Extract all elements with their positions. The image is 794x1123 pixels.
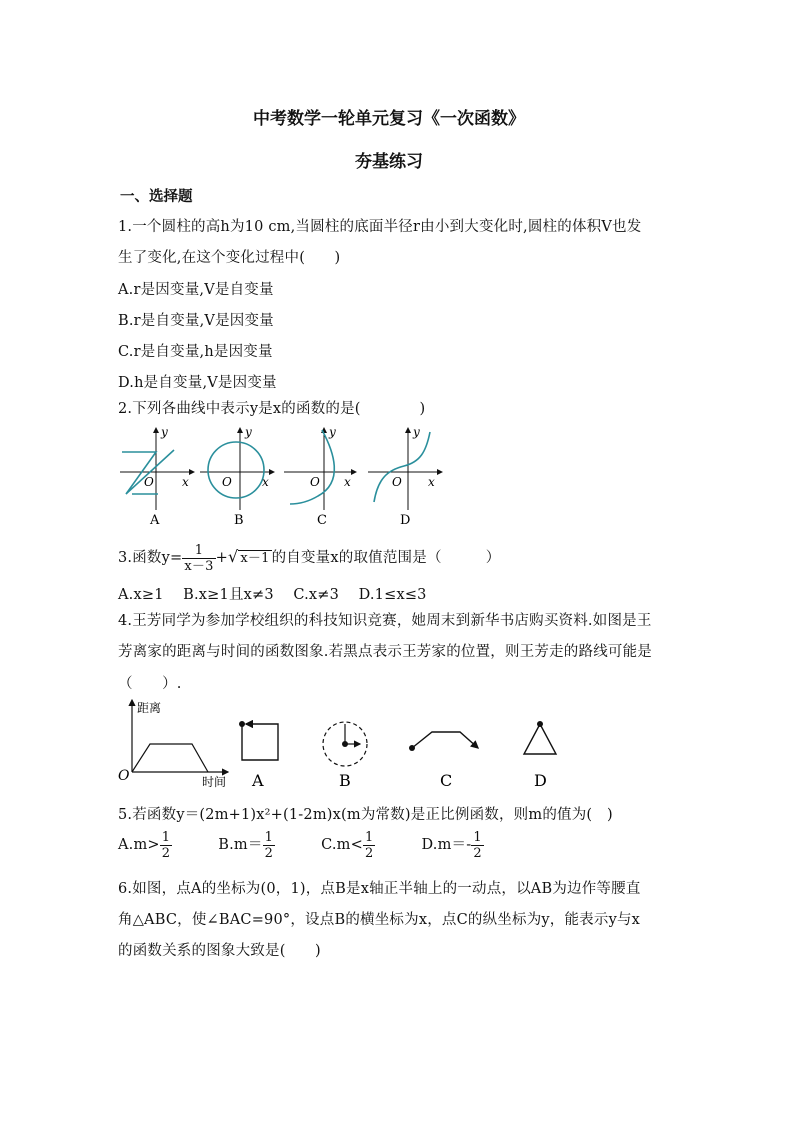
q5-opt-b-frac	[263, 830, 275, 861]
q2-label-b: B	[234, 513, 244, 528]
q5-stem: 5.若函数y＝(2m+1)x²+(1-2m)x(m为常数)是正比例函数，则m的值为( )	[118, 807, 613, 823]
q2-label-d: D	[400, 513, 411, 528]
q3-pre: 3.函数y=	[118, 550, 183, 566]
q1-option-d: D.h是自变量,V是因变量	[118, 375, 277, 391]
q5-opt-a-den: 2	[161, 845, 171, 861]
q2-b-x-label: x	[262, 475, 269, 489]
q2-b-origin: O	[222, 475, 232, 489]
q3-plus: +	[215, 550, 228, 566]
q5-opt-d-num: 1	[473, 829, 482, 845]
q4-graph-y-label: 距离	[137, 701, 162, 715]
q3-frac-num: 1	[182, 543, 215, 559]
q5-opt-b-num: 1	[264, 829, 274, 845]
q5-opt-a-text: A.m>	[118, 837, 160, 853]
q4-route-c	[409, 732, 478, 790]
q5-opt-d-frac	[471, 830, 483, 861]
q3-frac-den: x－3	[184, 558, 214, 574]
q4-graph-x-label: 时间	[202, 775, 227, 789]
page-title: 中考数学一轮单元复习《一次函数》	[253, 109, 525, 129]
q2-graph-a	[120, 425, 194, 528]
q1-option-c: C.r是自变量,h是因变量	[118, 344, 273, 360]
q2-graph-c	[284, 425, 356, 528]
q2-a-y-label: y	[161, 425, 168, 439]
q5-option-a	[118, 829, 172, 861]
q5-opt-b-den: 2	[264, 845, 274, 861]
q6-line2: 角△ABC，使∠BAC=90°，设点B的横坐标为x，点C的纵坐标为y，能表示y与x	[118, 912, 641, 928]
page-subtitle: 夯基练习	[355, 152, 423, 172]
q2-c-y-label: y	[329, 425, 336, 439]
q5-option-b	[218, 829, 275, 861]
q3-post: 的自变量x的取值范围是（ ）	[271, 550, 501, 566]
q4-graph-origin: O	[118, 768, 130, 784]
q4-route-a	[239, 721, 278, 790]
q4-label-c: C	[440, 771, 453, 790]
q5-opt-c-frac	[363, 830, 375, 861]
q1-line1: 1.一个圆柱的高h为10 cm,当圆柱的底面半径r由小到大变化时,圆柱的体积V也发	[118, 219, 642, 235]
q2-graph-d	[368, 425, 442, 528]
q4-distance-time-graph	[118, 700, 228, 789]
q2-label-a: A	[150, 513, 160, 528]
q3-fraction	[182, 543, 215, 574]
q6-line1: 6.如图，点A的坐标为(0，1)，点B是x轴正半轴上的一动点，以AB为边作等腰直	[118, 881, 641, 897]
q5-opt-d-den: 2	[473, 845, 482, 861]
q5-options	[118, 828, 484, 862]
q3-sqrt: √	[227, 547, 239, 566]
q3-sqrt-content: x－1	[240, 551, 270, 566]
q1-line2: 生了变化,在这个变化过程中( )	[118, 250, 341, 266]
q4-label-a: A	[252, 771, 264, 790]
q2-a-x-label: x	[182, 475, 189, 489]
q4-line3: （ ）.	[118, 676, 182, 692]
q2-d-y-label: y	[413, 425, 420, 439]
q4-label-d: D	[534, 771, 547, 790]
q2-a-origin: O	[144, 475, 154, 489]
q2-stem: 2.下列各曲线中表示y是x的函数的是( )	[118, 401, 426, 417]
q4-figure	[112, 696, 572, 794]
q5-opt-d-text: D.m＝-	[421, 837, 472, 853]
q2-c-origin: O	[310, 475, 320, 489]
q1-option-b: B.r是自变量,V是因变量	[118, 313, 274, 329]
q5-option-d	[421, 829, 483, 861]
q5-opt-c-text: C.m<	[321, 837, 363, 853]
q5-option-c	[321, 829, 375, 861]
q5-opt-b-text: B.m＝	[218, 837, 263, 853]
q2-b-y-label: y	[245, 425, 252, 439]
q4-route-b	[323, 722, 367, 790]
q5-opt-c-num: 1	[364, 829, 374, 845]
q5-opt-c-den: 2	[364, 845, 374, 861]
q3-stem	[118, 540, 500, 576]
q3-options: A.x≥1 B.x≥1且x≠3 C.x≠3 D.1≤x≤3	[118, 587, 427, 603]
q2-d-x-label: x	[428, 475, 435, 489]
q6-line3: 的函数关系的图象大致是( )	[118, 943, 321, 959]
q2-c-x-label: x	[344, 475, 351, 489]
q4-label-b: B	[339, 771, 351, 790]
q2-figure	[112, 422, 452, 532]
q2-graph-b	[200, 425, 274, 528]
q4-line2: 芳离家的距离与时间的函数图象.若黑点表示王芳家的位置，则王芳走的路线可能是	[118, 644, 653, 660]
section-heading: 一、选择题	[120, 189, 193, 205]
q2-label-c: C	[317, 513, 327, 528]
q5-opt-a-frac	[160, 830, 172, 861]
q4-route-d	[524, 721, 556, 790]
q1-option-a: A.r是因变量,V是自变量	[118, 282, 274, 298]
q4-line1: 4.王芳同学为参加学校组织的科技知识竞赛，她周末到新华书店购买资料.如图是王	[118, 613, 652, 629]
q2-d-origin: O	[392, 475, 402, 489]
q5-opt-a-num: 1	[161, 829, 171, 845]
